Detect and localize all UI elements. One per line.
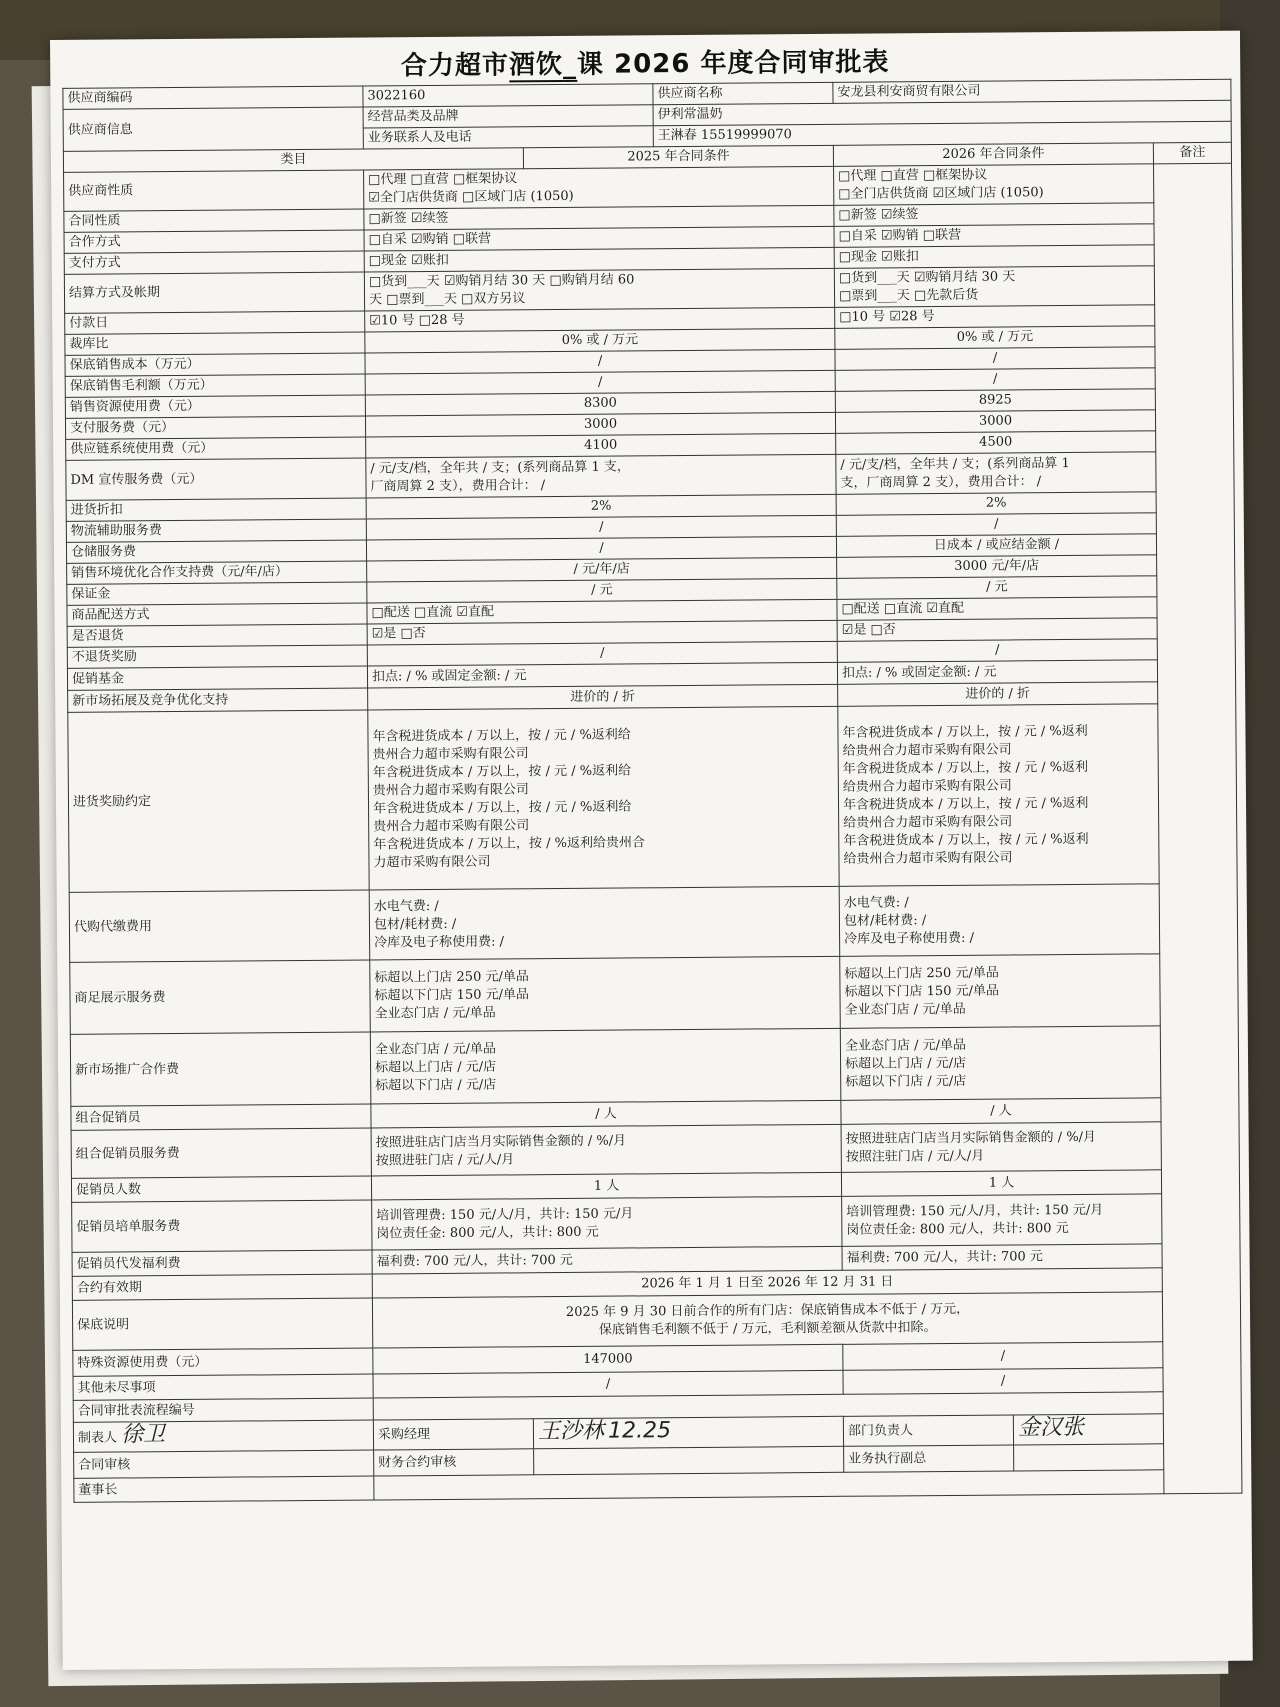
new-promo-2026: 全业态门店 / 元/单品 标超以上门店 / 元/店 标超以下门店 / 元/店: [840, 1026, 1161, 1101]
approval-form-sheet: [50, 31, 1253, 1670]
supplier-code: 3022160: [363, 84, 653, 107]
return-2026: ☑是 □否: [837, 618, 1157, 642]
chain-fee-2026: 4500: [836, 431, 1156, 455]
new-market-label: 新市场拓展及竞争优化支持: [68, 688, 368, 712]
other-2026: /: [843, 1368, 1163, 1395]
logistics-2025: /: [366, 515, 836, 540]
supplier-name: 安龙县利安商贸有限公司: [833, 79, 1231, 103]
vp-label: 业务执行副总: [844, 1445, 1014, 1472]
noreturn-label: 不退货奖励: [67, 645, 367, 668]
remark-column: [1154, 163, 1242, 1494]
resource-fee-2026: 8925: [835, 389, 1155, 413]
deposit-2025: / 元: [367, 578, 837, 603]
welfare-2025: 福利费: 700 元/人，共计: 700 元: [372, 1246, 842, 1274]
new-market-2026: 进价的 / 折: [838, 682, 1158, 707]
staff-fee-2026: 按照进驻店门店当月实际销售金额的 / %/月 按照注驻门店 / 元/人/月: [841, 1122, 1161, 1173]
contact-label: 业务联系人及电话: [363, 126, 653, 149]
deposit-2026: / 元: [837, 576, 1157, 600]
dept-head-sign: [1013, 1413, 1241, 1445]
ratio-2026: 0% 或 / 万元: [835, 326, 1155, 350]
settle-2026: □货到___天 ☑购销月结 30 天 □票到___天 □先款后货: [834, 266, 1154, 308]
buyer-mgr-sign: [533, 1416, 843, 1448]
vp-sign: [1014, 1443, 1242, 1471]
ratio-2025: 0% 或 / 万元: [365, 328, 835, 353]
promoters-2025: 1 人: [371, 1172, 841, 1200]
welfare-label: 促销员代发福利费: [72, 1250, 372, 1276]
promo-fund-2026: 扣点: / % 或固定金额: / 元: [837, 660, 1157, 685]
maker-signature: 徐卫: [121, 1422, 166, 1448]
discount-2025: 2%: [366, 494, 836, 519]
coop-label: 合作方式: [64, 230, 364, 253]
dm-fee-2025: / 元/支/档，全年共 / 支；(系列商品算 1 支， 厂商周算 2 支），费用合计： /: [366, 454, 836, 498]
category-label: 经营品类及品牌: [363, 105, 653, 128]
promoters-2026: 1 人: [841, 1170, 1161, 1197]
min-sales-2026: /: [835, 347, 1155, 371]
maker-cell: 制表人 徐卫: [73, 1420, 373, 1452]
flow-no-label: 合同审批表流程编号: [73, 1398, 373, 1422]
delivery-2025: □配送 □直流 ☑直配: [367, 599, 837, 624]
noreturn-2025: /: [367, 641, 837, 666]
promoters-label: 促销员人数: [71, 1176, 371, 1202]
staff-label: 组合促销员: [71, 1104, 371, 1130]
pay-2025: □现金 ☑账扣: [364, 247, 834, 272]
training-fee-2026: 培训管理费: 150 元/人/月，共计: 150 元/月 岗位责任金: 800 元/人，共计: 800 元: [842, 1194, 1162, 1247]
promo-fund-label: 促销基金: [67, 666, 367, 690]
other-label: 其他未尽事项: [73, 1374, 373, 1400]
noreturn-2026: /: [837, 639, 1157, 663]
col-2026-header: 2026 年合同条件: [833, 143, 1153, 167]
chairman-label: 董事长: [74, 1476, 374, 1502]
display-fee-2026: 标超以上门店 250 元/单品 标超以下门店 150 元/单品 全业态门店 / 元/单品: [840, 954, 1161, 1029]
contract-label: 合同性质: [64, 209, 364, 232]
min-margin-label: 保底销售毛利额（万元）: [65, 374, 365, 397]
coop-2025: □自采 ☑购销 □联营: [364, 226, 834, 251]
discount-label: 进货折扣: [66, 498, 366, 521]
return-2025: ☑是 □否: [367, 620, 837, 645]
agency-2025: 水电气费: / 包材/耗材费: / 冷库及电子称使用费: /: [369, 886, 840, 960]
remark-header: 备注: [1153, 142, 1231, 164]
env-fee-2026: 3000 元/年/店: [837, 555, 1157, 579]
env-fee-2025: / 元/年/店: [367, 557, 837, 582]
resource-fee-label: 销售资源使用费（元）: [65, 395, 365, 418]
approval-table: [62, 79, 1242, 1503]
buyer-sign-date: 12.25: [608, 1418, 672, 1444]
finance-label: 财务合约审核: [374, 1449, 534, 1476]
period-value: 2026 年 1 月 1 日至 2026 年 12 月 31 日: [372, 1268, 1162, 1298]
min-sales-2025: /: [365, 349, 835, 374]
new-promo-2025: 全业态门店 / 元/单品 标超以上门店 / 元/店 标超以下门店 / 元/店: [370, 1028, 841, 1104]
staff-fee-label: 组合促销员服务费: [71, 1128, 371, 1178]
warehouse-2026: 日成本 / 或应结金额 /: [836, 534, 1156, 558]
payday-2026: □10 号 ☑28 号: [835, 305, 1155, 329]
logistics-label: 物流辅助服务费: [66, 519, 366, 542]
period-label: 合约有效期: [72, 1274, 372, 1300]
logistics-2026: /: [836, 513, 1156, 537]
training-fee-label: 促销员培单服务费: [72, 1200, 372, 1252]
dm-fee-label: DM 宣传服务费（元）: [66, 458, 366, 500]
settle-2025: □货到___天 ☑购销月结 30 天 □购销月结 60 天 □票到___天 □双方另议: [364, 268, 834, 311]
nature-2026: □代理 □直营 □框架协议 □全门店供货商 ☑区域门店 (1050): [834, 164, 1154, 206]
contract-2026: □新签 ☑续签: [834, 203, 1154, 227]
resource-fee-2025: 8300: [365, 391, 835, 416]
buyer-signature: 王沙林: [537, 1418, 605, 1445]
display-fee-label: 商足展示服务费: [70, 960, 371, 1034]
return-label: 是否退货: [67, 624, 367, 647]
delivery-label: 商品配送方式: [67, 603, 367, 626]
dept-head-label: 部门负责人: [843, 1415, 1013, 1446]
warehouse-2025: /: [366, 536, 836, 561]
contract-2025: □新签 ☑续签: [364, 205, 834, 230]
warehouse-label: 仓储服务费: [66, 540, 366, 563]
reward-label: 进货奖励约定: [68, 710, 369, 892]
category-value: 伊利常温奶: [653, 100, 1231, 126]
deposit-label: 保证金: [67, 582, 367, 605]
supplier-name-label: 供应商名称: [653, 82, 833, 104]
form-title: 合力超市酒饮_课 2026 年度合同审批表: [400, 47, 890, 82]
training-fee-2025: 培训管理费: 150 元/人/月，共计: 150 元/月 岗位责任金: 800 元/人，共计: 800 元: [372, 1196, 842, 1250]
col-2025-header: 2025 年合同条件: [523, 145, 833, 168]
chain-fee-2025: 4100: [366, 433, 836, 458]
agency-2026: 水电气费: / 包材/耗材费: / 冷库及电子称使用费: /: [839, 884, 1160, 957]
reward-2025: 年含税进货成本 / 万以上，按 / 元 / %返利给 贵州合力超市采购有限公司 年含税进货成本 / 万以上，按 / 元 / %返利给 贵州合力超市采购有限公司 年含税进货成本 / 万以上，按 / 元 / %返利给 贵州合力超市采购有限公司 年含税进货成本 / 万以上，按 / %返利给贵州合 力超市采购有限公司: [368, 706, 839, 890]
nature-2025: □代理 □直营 □框架协议 ☑全门店供货商 □区域门店 (1050): [364, 166, 834, 209]
pay-2026: □现金 ☑账扣: [834, 245, 1154, 269]
new-market-2025: 进价的 / 折: [368, 684, 838, 710]
agency-label: 代购代缴费用: [69, 890, 370, 962]
type-header: 类目: [63, 148, 523, 173]
promo-fund-2025: 扣点: / % 或固定金额: / 元: [367, 662, 837, 688]
finance-sign: [534, 1446, 844, 1474]
delivery-2026: □配送 □直流 ☑直配: [837, 597, 1157, 621]
min-margin-2025: /: [365, 370, 835, 395]
payment-fee-label: 支付服务费（元）: [65, 416, 365, 439]
other-2025: /: [373, 1370, 843, 1398]
min-sales-label: 保底销售成本（万元）: [65, 353, 365, 376]
welfare-2026: 福利费: 700 元/人，共计: 700 元: [842, 1244, 1162, 1271]
display-fee-2025: 标超以上门店 250 元/单品 标超以下门店 150 元/单品 全业态门店 / 元/单品: [370, 956, 841, 1032]
buyer-mgr-label: 采购经理: [373, 1419, 533, 1450]
dept-head-signature: 金汉张: [1017, 1414, 1085, 1441]
payment-fee-2025: 3000: [365, 412, 835, 437]
payment-fee-2026: 3000: [835, 410, 1155, 434]
special-fee-2025: 147000: [373, 1344, 843, 1374]
ratio-label: 裁库比: [65, 332, 365, 355]
guarantee-label: 保底说明: [72, 1298, 372, 1350]
new-promo-label: 新市场推广合作费: [70, 1032, 371, 1106]
chain-fee-label: 供应链系统使用费（元）: [66, 437, 366, 460]
special-fee-label: 特殊资源使用费（元）: [73, 1348, 373, 1376]
min-margin-2026: /: [835, 368, 1155, 392]
special-fee-2026: /: [843, 1342, 1163, 1371]
coop-2026: □自采 ☑购销 □联营: [834, 224, 1154, 248]
settle-label: 结算方式及帐期: [64, 272, 364, 313]
discount-2026: 2%: [836, 492, 1156, 516]
nature-label: 供应商性质: [64, 170, 364, 211]
payday-label: 付款日: [65, 311, 365, 334]
guarantee-text: 2025 年 9 月 30 日前合作的所有门店：保底销售成本不低于 / 万元， 保底销售毛利额不低于 / 万元，毛利额差额从货款中扣除。: [372, 1292, 1162, 1348]
payday-2025: ☑10 号 □28 号: [365, 307, 835, 332]
reward-2026: 年含税进货成本 / 万以上，按 / 元 / %返利 给贵州合力超市采购有限公司 年含税进货成本 / 万以上，按 / 元 / %返利 给贵州合力超市采购有限公司 年含税进货成本 / 万以上，按 / 元 / %返利 给贵州合力超市采购有限公司 年含税进货成本 / 万以上，按 / 元 / %返利 给贵州合力超市采购有限公司: [838, 704, 1159, 887]
env-fee-label: 销售环境优化合作支持费（元/年/店）: [67, 561, 367, 584]
staff-fee-2025: 按照进驻店门店当月实际销售金额的 / %/月 按照进驻门店 / 元/人/月: [371, 1124, 841, 1176]
dm-fee-2026: / 元/支/档，全年共 / 支；(系列商品算 1 支，厂商周算 2 支），费用合计： /: [836, 452, 1156, 495]
review-label: 合同审核: [74, 1450, 374, 1478]
contact-value: 王淋春 15519999070: [653, 121, 1231, 147]
supplier-info-label: 供应商信息: [63, 107, 363, 151]
supplier-code-label: 供应商编码: [63, 86, 363, 109]
staff-2026: / 人: [841, 1098, 1161, 1125]
pay-label: 支付方式: [64, 251, 364, 274]
staff-2025: / 人: [371, 1100, 841, 1128]
